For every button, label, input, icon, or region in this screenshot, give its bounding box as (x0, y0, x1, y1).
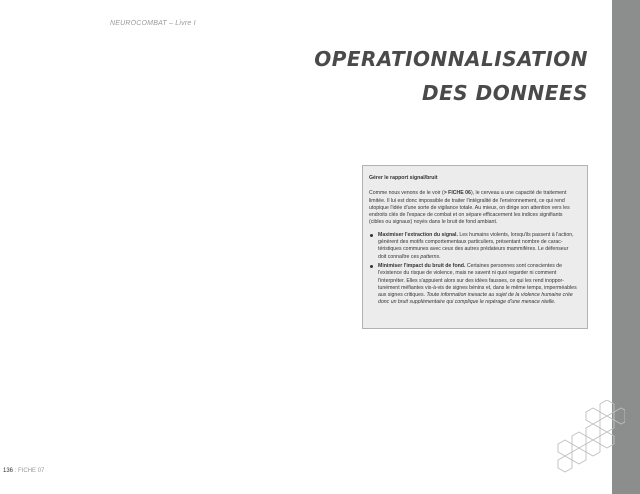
bullet-lead: Maximiser l'extraction du signal. (378, 231, 458, 238)
hexagon-pattern-icon (545, 400, 625, 494)
info-box-intro (369, 190, 577, 226)
list-item (369, 232, 577, 261)
bullet-icon (370, 265, 373, 268)
footer-separator: : (13, 468, 19, 474)
fiche-reference: > FICHE 06 (443, 190, 471, 197)
bullet-italic: patterns (420, 253, 440, 260)
page-title-line-1: OPERATIONNALISATION (314, 47, 588, 71)
info-box-heading: Gérer le rapport signal/bruit (369, 175, 438, 181)
bullet-icon (370, 234, 373, 237)
running-header: NEUROCOMBAT – Livre I (110, 20, 196, 27)
bullet-text: Les humains violents, lorsqu'ils passent à l'action, génèrent des motifs comportementaux particuliers, présentant nombre de caractéristiques communes avec ceux des autres prédateurs mammifères. Le défenseur doit connaître ces (378, 231, 574, 260)
bullet-italic: Toute information inexacte au sujet de la violence humaine crée donc un bruit supplémentaire qui complique le repérage d'une menace réelle. (378, 292, 573, 306)
intro-text-start: Comme nous venons de le voir ( (369, 190, 444, 197)
bullet-lead: Minimiser l'impact du bruit de fond. (378, 262, 466, 269)
page-footer (3, 468, 44, 474)
bullet-text: Certaines personnes sont conscientes de l'existence du risque de violence, mais ne savent ni quoi regarder ni comment l'interpréter. Elles s'appuient alors sur des idées fausses, ce qui les rend inopportunément méfiantes vis-à-vis de signes bénins et, dans le même temps, imperméables aux signes critiques. (378, 262, 577, 299)
list-item (369, 263, 577, 307)
intro-text-end: ), le cerveau a une capacité de traitement limitée. Il lui est donc impossible de traiter l'intégralité de l'environnement, ce qui rend utopique l'idée d'une sorte de vigilance totale. Au mieux, on dirige son attention vers les endroits clés de l'espace de combat et on sépare efficacement les indices signifiants (cibles ou signaux) noyés dans le bruit de fond ambiant. (369, 190, 570, 226)
info-box (362, 165, 588, 329)
footer-section: FICHE 07 (18, 468, 45, 474)
page-title-line-2: DES DONNEES (422, 81, 588, 105)
page-number: 136 (3, 468, 14, 474)
bullet-tail: . (439, 253, 441, 260)
bullet-list (369, 232, 577, 307)
